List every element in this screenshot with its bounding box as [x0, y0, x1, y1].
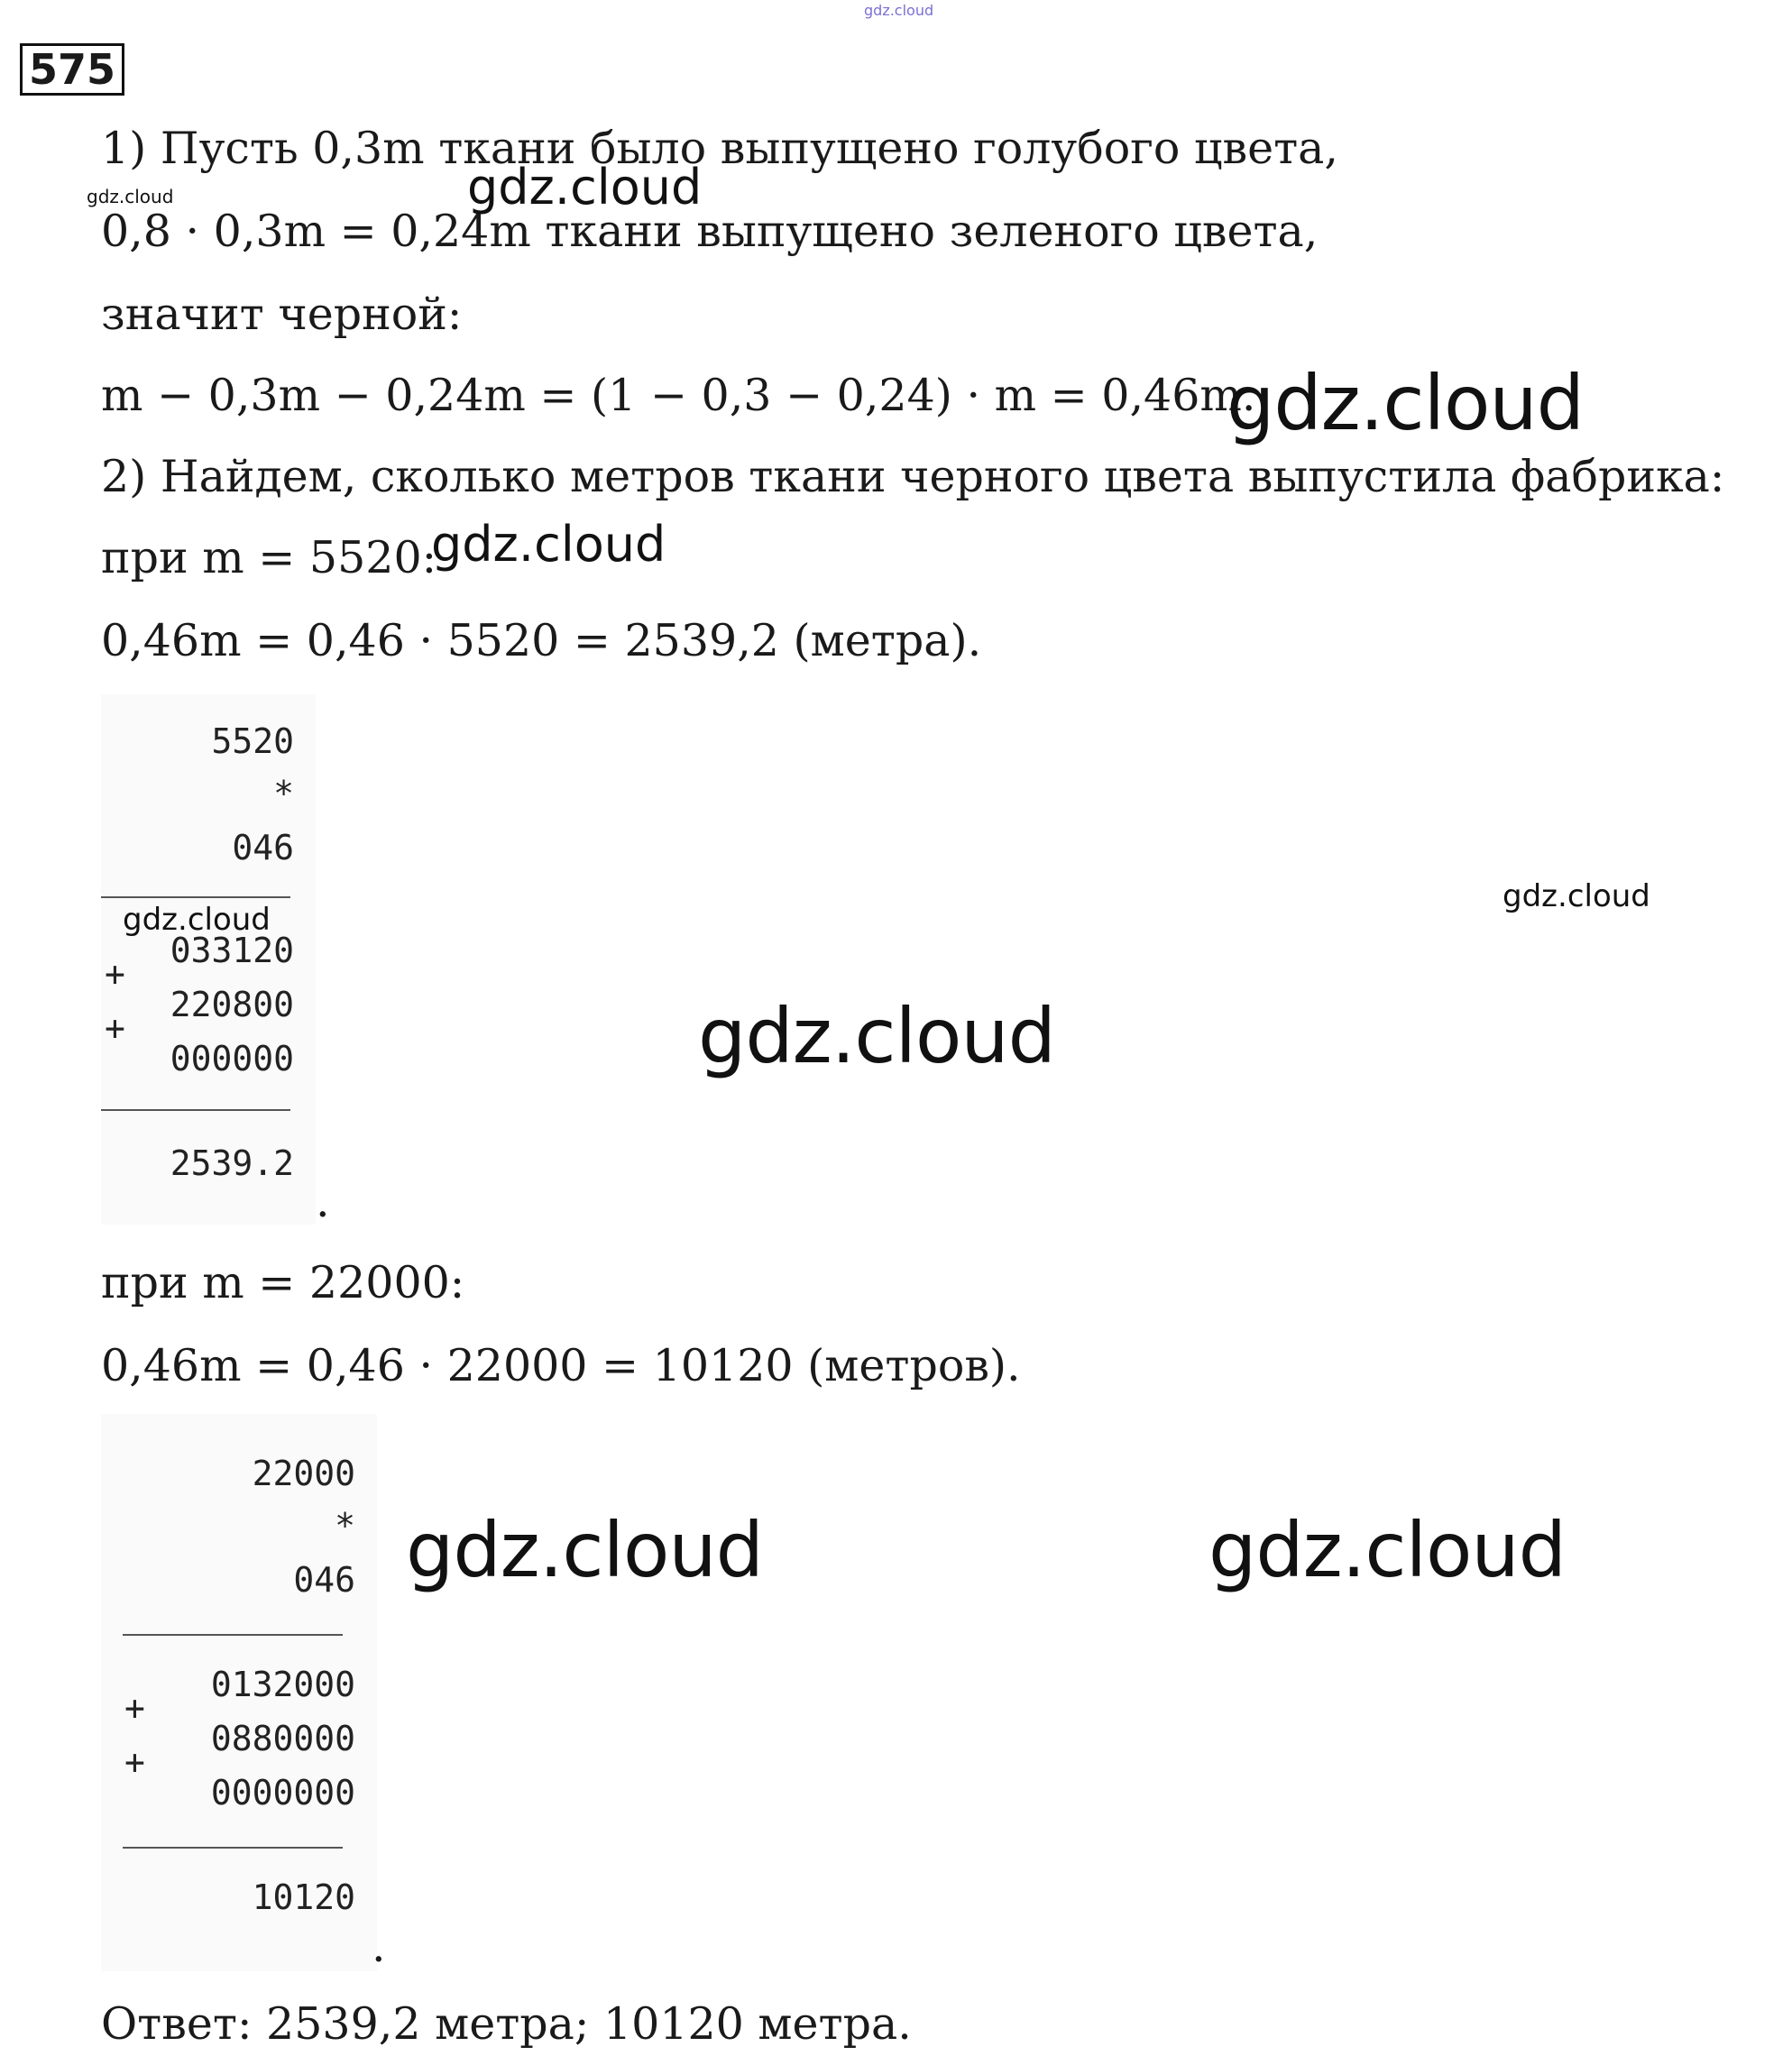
solution-line-2: 0,8 · 0,3m = 0,24m ткани выпущено зеленого цвета, — [101, 206, 1319, 257]
calc2-partial-3: 0000000 — [210, 1773, 355, 1813]
watermark-text: gdz.cloud — [1208, 1506, 1566, 1594]
calc2-result: 10120 — [252, 1877, 355, 1917]
calc1-operator: * — [273, 774, 294, 813]
calc1-multiplier: 046 — [232, 828, 294, 867]
calc1-top: 5520 — [211, 721, 294, 761]
calc1-partial-3: 000000 — [170, 1039, 294, 1078]
calc1-result: 2539.2 — [170, 1143, 294, 1183]
watermark-text: gdz.cloud — [698, 992, 1055, 1080]
solution-line-8: при m = 22000: — [101, 1257, 465, 1308]
watermark-text: gdz.cloud — [467, 159, 703, 216]
watermark-text: gdz.cloud — [1227, 359, 1584, 447]
calc2-end-dot: . — [372, 1921, 386, 1972]
solution-line-4: m − 0,3m − 0,24m = (1 − 0,3 − 0,24) · m = 0,46m. — [101, 370, 1256, 421]
calc1-rule-bottom — [101, 1109, 290, 1111]
problem-number: 575 — [20, 43, 124, 96]
column-multiplication-1 — [101, 694, 316, 1225]
calc2-rule-top — [123, 1634, 343, 1636]
solution-line-9: 0,46m = 0,46 · 22000 = 10120 (метров). — [101, 1340, 1021, 1391]
answer-line: Ответ: 2539,2 метра; 10120 метра. — [101, 1998, 912, 2050]
calc2-partial-2: 0880000 — [210, 1719, 355, 1758]
watermark-text: gdz.cloud — [87, 186, 174, 207]
calc1-partial-1: 033120 — [170, 931, 294, 970]
calc1-plus-1: + — [105, 954, 125, 994]
calc1-rule-top — [101, 896, 290, 898]
watermark-text: gdz.cloud — [1503, 878, 1650, 914]
calc2-top: 22000 — [252, 1454, 355, 1493]
column-multiplication-2 — [101, 1414, 377, 1971]
calc1-end-dot: . — [316, 1176, 330, 1227]
calc2-multiplier: 046 — [293, 1560, 355, 1600]
header-watermark: gdz.cloud — [864, 2, 934, 19]
calc2-partial-1: 0132000 — [210, 1665, 355, 1704]
solution-line-1: 1) Пусть 0,3m ткани было выпущено голубого цвета, — [101, 123, 1338, 174]
solution-line-5: 2) Найдем, сколько метров ткани черного цвета выпустила фабрика: — [101, 451, 1725, 502]
calc1-partial-2: 220800 — [170, 985, 294, 1024]
watermark-text: gdz.cloud — [406, 1506, 763, 1594]
solution-line-3: значит черной: — [101, 289, 463, 340]
calc1-plus-2: + — [105, 1008, 125, 1048]
calc2-rule-bottom — [123, 1847, 343, 1849]
watermark-text: gdz.cloud — [123, 902, 271, 938]
solution-line-6: при m = 5520: — [101, 532, 437, 583]
calc2-operator: * — [335, 1506, 355, 1546]
calc2-plus-2: + — [124, 1742, 145, 1782]
calc2-plus-1: + — [124, 1688, 145, 1728]
watermark-text: gdz.cloud — [431, 516, 666, 573]
solution-line-7: 0,46m = 0,46 · 5520 = 2539,2 (метра). — [101, 615, 982, 666]
